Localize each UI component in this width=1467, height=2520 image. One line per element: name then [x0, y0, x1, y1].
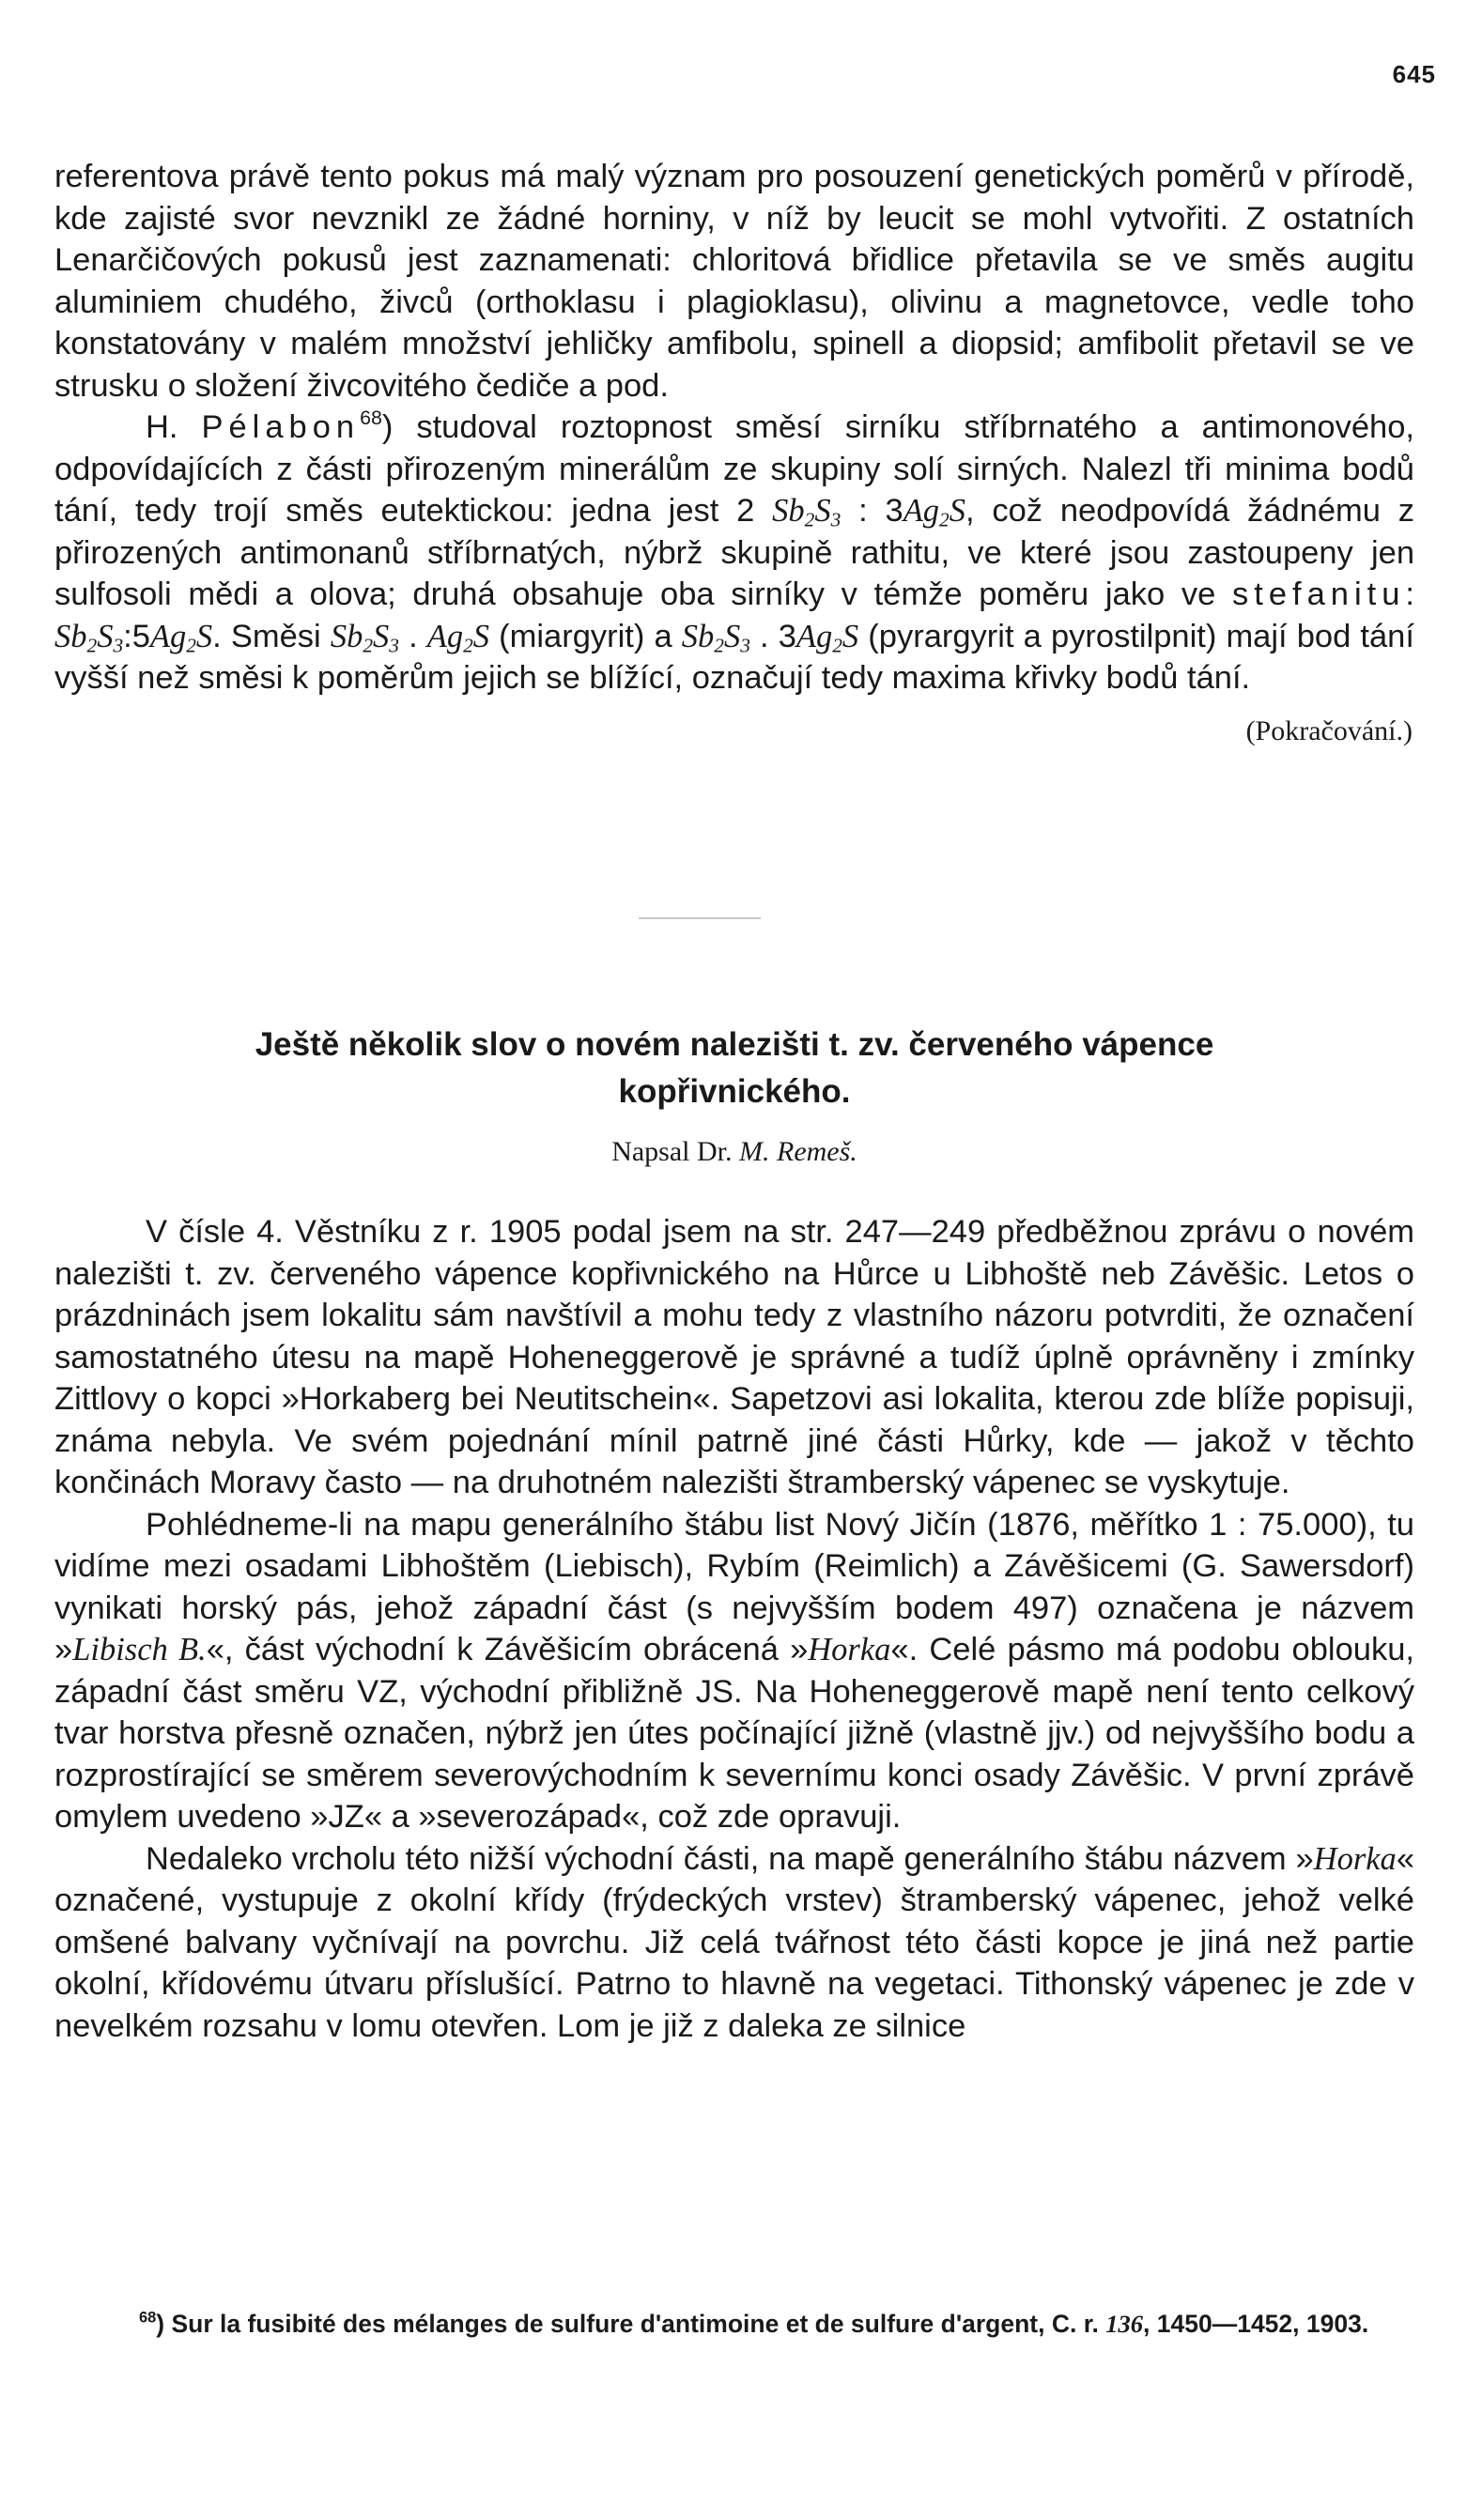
formula: $Ag_2S$ [149, 618, 213, 656]
continued-note: (Pokračování.) [1245, 715, 1413, 746]
place-name: Libisch B. [72, 1632, 207, 1667]
title-line-1: Ještě několik slov o novém nalezišti t. zv. červeného vápence [255, 1026, 1214, 1063]
byline: Napsal Dr. M. Remeš. [611, 1136, 857, 1167]
paragraph: referentova právě tento pokus má malý význam pro posouzení genetických poměrů v přírodě, kde zajisté svor nevznikl ze žádné horniny, v níž by leucit se mohl vytvořiti. Z ostatních Lenarčičových pokusů jest zaznamenati: chloritová břidlice přetavila se ve směs augitu aluminiem chudého, živců (orthoklasu i plagioklasu), olivinu a magnetovce, vedle toho konstatovány v malém množství jehličky amfibolu, spinell a diopsid; amfibolit přetavil se ve strusku o složení živcovitého čediče a pod. [54, 159, 1414, 404]
author-name-spaced: Pélabon [201, 409, 361, 445]
formula: $Sb_2S_3$ [772, 493, 842, 531]
footnote-volume: 136 [1105, 2310, 1144, 2338]
formula: $Sb_2S_3$ [54, 618, 124, 656]
paragraph: Nedaleko vrcholu této nižší východní části, na mapě generálního štábu názvem »Horka« označené, vystupuje z okolní křídy (frýdeckých vrstev) štramberský vápenec, jehož velké omšené balvany vyčnívají na povrchu. Již celá tvářnost této části kopce je jiná než partie okolní, křídovému útvaru příslušící. Patrno to hlavně na vegetaci. Tithonský vápenec je zde v nevelkém rozsahu v lomu otevřen. Lom je již z daleka ze silnice [54, 1840, 1414, 2044]
footnote-ref[interactable]: 68 [360, 407, 382, 430]
title-line-2: kopřivnického. [618, 1073, 851, 1110]
paragraph-pelabon: H. Pélabon$^{68}$) studoval roztopnost směsí sirníku stříbrnatého a antimonového, odpovídajících z části přirozeným minerálům ze skupiny solí sirných. Nalezl tři minima bodů tání, tedy trojí směs eutektickou: jedna jest 2 $Sb_2S_3$ : $3Ag_2S$, což neodpovídá žádnému z přirozených antimonanů stříbrnatých, nýbrž skupině rathitu, ve které jsou zastoupeny jen sulfosoli mědi a olova; druhá obsahuje oba sirníky v témže poměru jako ve stefanitu: $Sb_2S_3:5Ag_2S$. Směsi $Sb_2S_3$ . $Ag_2S$ (miargyrit) a $Sb_2S_3$ . $3Ag_2S$ (pyrargyrit a pyrostilpnit) mají bod tání vyšší než směsi k poměrům jejich se blížící, označují tedy maxima křivky bodů tání. [54, 407, 1415, 696]
byline-author: M. Remeš. [739, 1136, 857, 1167]
previous-article-continuation [54, 156, 1414, 752]
footnote-mark: 68 [139, 2309, 157, 2327]
paragraph: V čísle 4. Věstníku z r. 1905 podal jsem na str. 247—249 předběžnou zprávu o novém nalezišti t. zv. červeného vápence kopřivnického na Hůrce u Libhoště neb Závěšic. Letos o prázdninách jsem lokalitu sám navštívil a mohu tedy z vlastního názoru potvrditi, že označení samostatného útesu na mapě Hoheneggerově je správné a tudíž úplně oprávněny i zmínky Zittlovy o kopci »Horkaberg bei Neutitschein«. Sapetzovi asi lokalita, kterou zde blíže popisuji, známa nebyla. Ve svém pojednání mínil patrně jiné části Hůrky, kde — jakož v těchto končinách Moravy často — na druhotném nalezišti štramberský vápenec se vyskytuje. [54, 1214, 1414, 1500]
section-divider [639, 917, 761, 919]
place-name: Horka [808, 1632, 891, 1667]
page-number: 645 [1392, 60, 1436, 88]
article-body [54, 1211, 1414, 2047]
paragraph: Pohlédneme-li na mapu generálního štábu list Nový Jičín (1876, měřítko 1 : 75.000), tu vidíme mezi osadami Libhoštěm (Liebisch), Rybím (Reimlich) a Závěšicemi (G. Sawersdorf) vynikati horský pás, jehož západní část (s nejvyšším bodem 497) označena je názvem »Libisch B.«, část východní k Závěšicím obrácená »Horka«. Celé pásmo má podobu oblouku, západní část směru VZ, východní přibližně JS. Na Hoheneggerově mapě není tento celkový tvar horstva přesně označen, nýbrž jen útes počínající jižně (vlastně jjv.) od nejvyššího bodu a rozprostírající se směrem severovýchodním k severnímu konci osady Závěšic. V první zprávě omylem uvedeno »JZ« a »severozápad«, což zde opravuji. [54, 1506, 1414, 1835]
article-title [54, 1022, 1414, 1115]
formula: $Ag_2S$ [795, 618, 859, 656]
formula: $Sb_2S_3$ [330, 618, 399, 656]
mineral-name-spaced: stefanitu [1231, 576, 1406, 612]
place-name: Horka [1313, 1840, 1397, 1877]
footnote: $^{68}$) Sur la fusibité des mélanges de sulfure d'antimoine et de sulfure d'argent, C. r. 136, 1450—1452, 1903. [139, 2309, 1369, 2338]
formula: $Ag_2S$ [426, 618, 490, 656]
formula: $Sb_2S_3$ [681, 618, 750, 656]
formula: $Ag_2S$ [903, 493, 965, 531]
